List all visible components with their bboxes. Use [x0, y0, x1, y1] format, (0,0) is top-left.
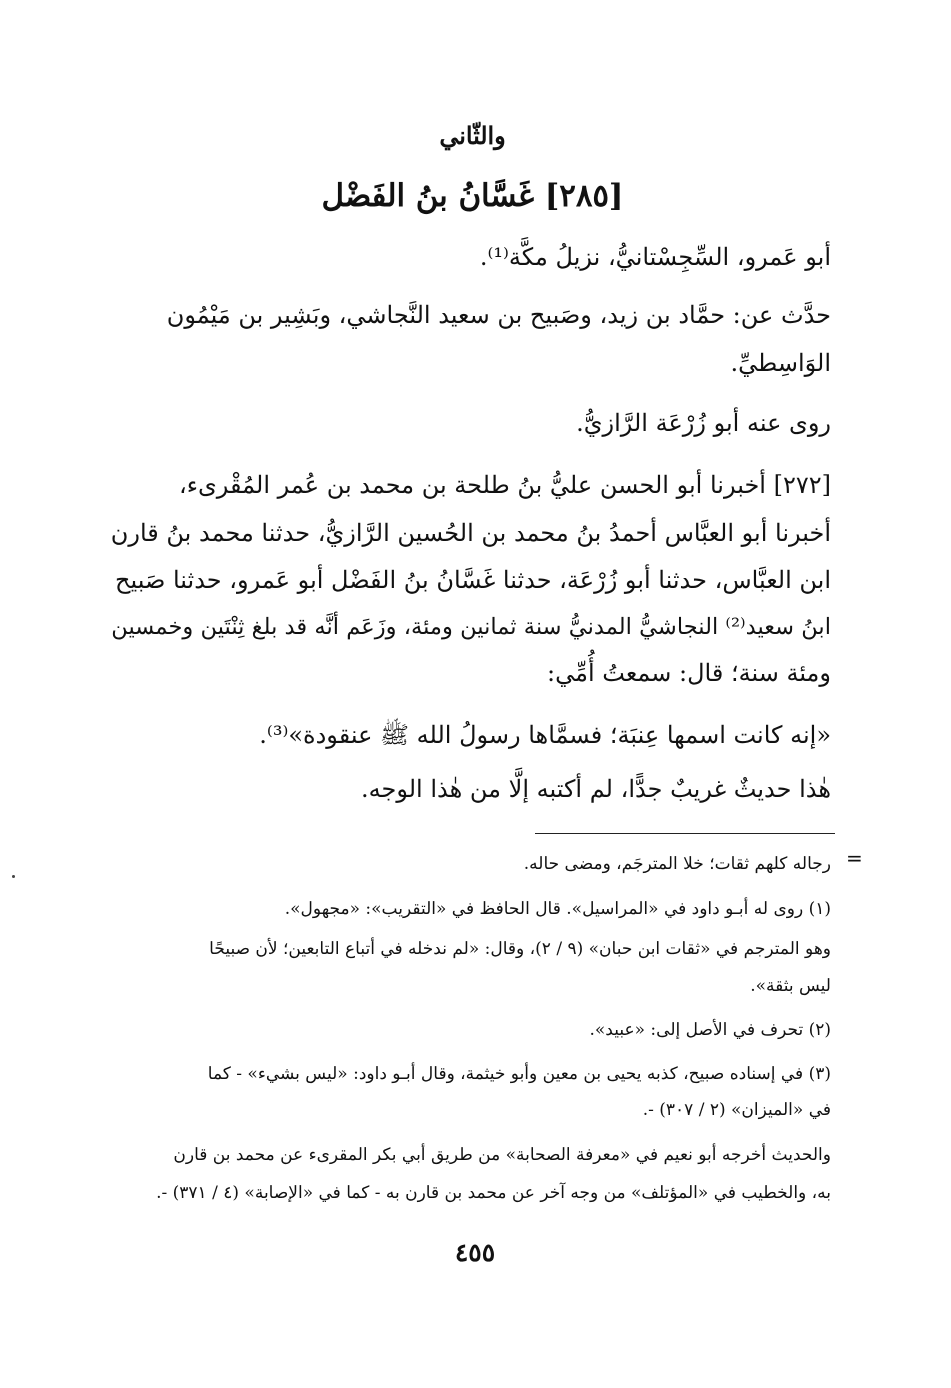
footnote-line: (١) روى له أبـو داود في «المراسيل». قال الحافظ في «التقريب»: «مجهول». — [284, 899, 831, 919]
footnote-line: والحديث أخرجه أبو نعيم في «معرفة الصحابة» من طريق أبي بكر المقرىء عن محمد بن قارن — [173, 1145, 831, 1165]
body-line: هٰذا حديثٌ غريبٌ جدًّا، لم أكتبه إلَّا من هٰذا الوجه. — [361, 775, 831, 803]
footnote-divider — [535, 833, 835, 834]
footnote-line: وهو المترجم في «ثقات ابن حبان» (٩ / ٢)، وقال: «لم ندخله في أتباع التابعين؛ لأن صبيحًا — [209, 939, 831, 959]
body-line: أبو عَمرو، السِّجِسْتانيُّ، نزيلُ مكَّة⁽¹⁾. — [479, 243, 831, 271]
body-line: ومئة سنة؛ قال: سمعتُ أُمِّي: — [547, 659, 831, 687]
section-heading: والثّاني — [439, 122, 506, 150]
body-line: الوَاسِطيِّ. — [730, 349, 831, 377]
body-line: ابنُ سعيد⁽²⁾ النجاشيُّ المدنيُّ سنة ثمانين ومئة، وزَعَم أنَّه قد بلغ ثِنْتَين وخمسين — [111, 614, 831, 640]
entry-title: [٢٨٥] غَسَّانُ بنُ الفَضْل — [321, 178, 624, 214]
body-line: «إنه كانت اسمها عِنبَة؛ فسمَّاها رسولُ الله ﷺ عنقودة»⁽³⁾. — [259, 721, 831, 749]
page-number: ٤٥٥ — [454, 1238, 496, 1267]
body-line: [٢٧٢] أخبرنا أبو الحسن عليُّ بنُ طلحة بن محمد بن عُمر المُقْرىء، — [178, 471, 831, 499]
body-line: روى عنه أبو زُرْعَة الرَّازيُّ. — [576, 409, 831, 437]
footnote-line: في «الميزان» (٢ / ٣٠٧) -. — [642, 1100, 831, 1120]
footnote-line: رجاله كلهم ثقات؛ خلا المترجَم، ومضى حاله. — [523, 854, 831, 874]
footnote-line: (٢) تحرف في الأصل إلى: «عبيد». — [589, 1020, 831, 1040]
footnote-line: (٣) في إسناده صبيح، كذبه يحيى بن معين وأبو خيثمة، وقال أبـو داود: «ليس بشيء» - كما — [207, 1064, 831, 1084]
body-line: حدَّث عن: حمَّاد بن زيد، وصَبيح بن سعيد النَّجاشي، وبَشِير بن مَيْمُون — [166, 301, 831, 329]
body-line: ابن العبَّاس، حدثنا أبو زُرْعَة، حدثنا غَسَّانُ بنُ الفَضْل أبو عَمرو، حدثنا صَبيح — [114, 566, 831, 594]
body-line: أخبرنا أبو العبَّاس أحمدُ بنُ محمد بن الحُسين الرَّازيُّ، حدثنا محمد بنُ قارن — [110, 519, 831, 547]
footnote-line: ليس بثقة». — [750, 976, 831, 996]
scan-speck — [12, 875, 15, 878]
footnote-line: به، والخطيب في «المؤتلف» من وجه آخر عن محمد بن قارن به - كما في «الإصابة» (٤ / ٣٧١) -. — [156, 1183, 831, 1203]
continuation-mark: = — [846, 846, 863, 870]
